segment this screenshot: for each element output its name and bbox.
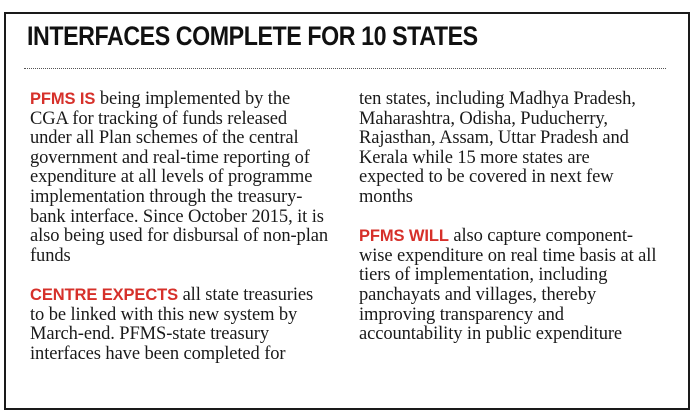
paragraph-body: also capture component-wise expenditure on real time basis at all tiers of implementation, including panchayats and villages, thereby improving transparency and accountability in public expenditure [359,226,657,345]
paragraph-pfms-will [359,227,659,345]
left-column [30,90,330,384]
paragraph-body: all state treasuries to be linked with this new system by March-end. PFMS-state treasury interfaces have been completed for [30,284,314,364]
right-column [359,90,659,364]
paragraph-body: being implemented by the CGA for tracking of funds released under all Plan schemes of the central government and real-time reporting of expenditure at all levels of programme implementation through the treasury-bank interface. Since October 2015, it is also being used for disbursal of non-plan funds [30,89,329,266]
infobox-title: INTERFACES COMPLETE FOR 10 STATES [27,21,478,51]
paragraph-continuation: ten states, including Madhya Pradesh, Maharashtra, Odisha, Puducherry, Rajasthan, Assam, Uttar Pradesh and Kerala while 15 more states are expected to be covered in next few months [359,89,636,207]
paragraph-lead: CENTRE EXPECTS [30,285,179,304]
paragraph-centre-expects [30,286,330,364]
paragraph-lead: PFMS IS [30,90,96,108]
paragraph-pfms-is [30,90,330,266]
paragraph-lead: PFMS WILL [359,227,449,246]
title-divider [24,68,666,69]
